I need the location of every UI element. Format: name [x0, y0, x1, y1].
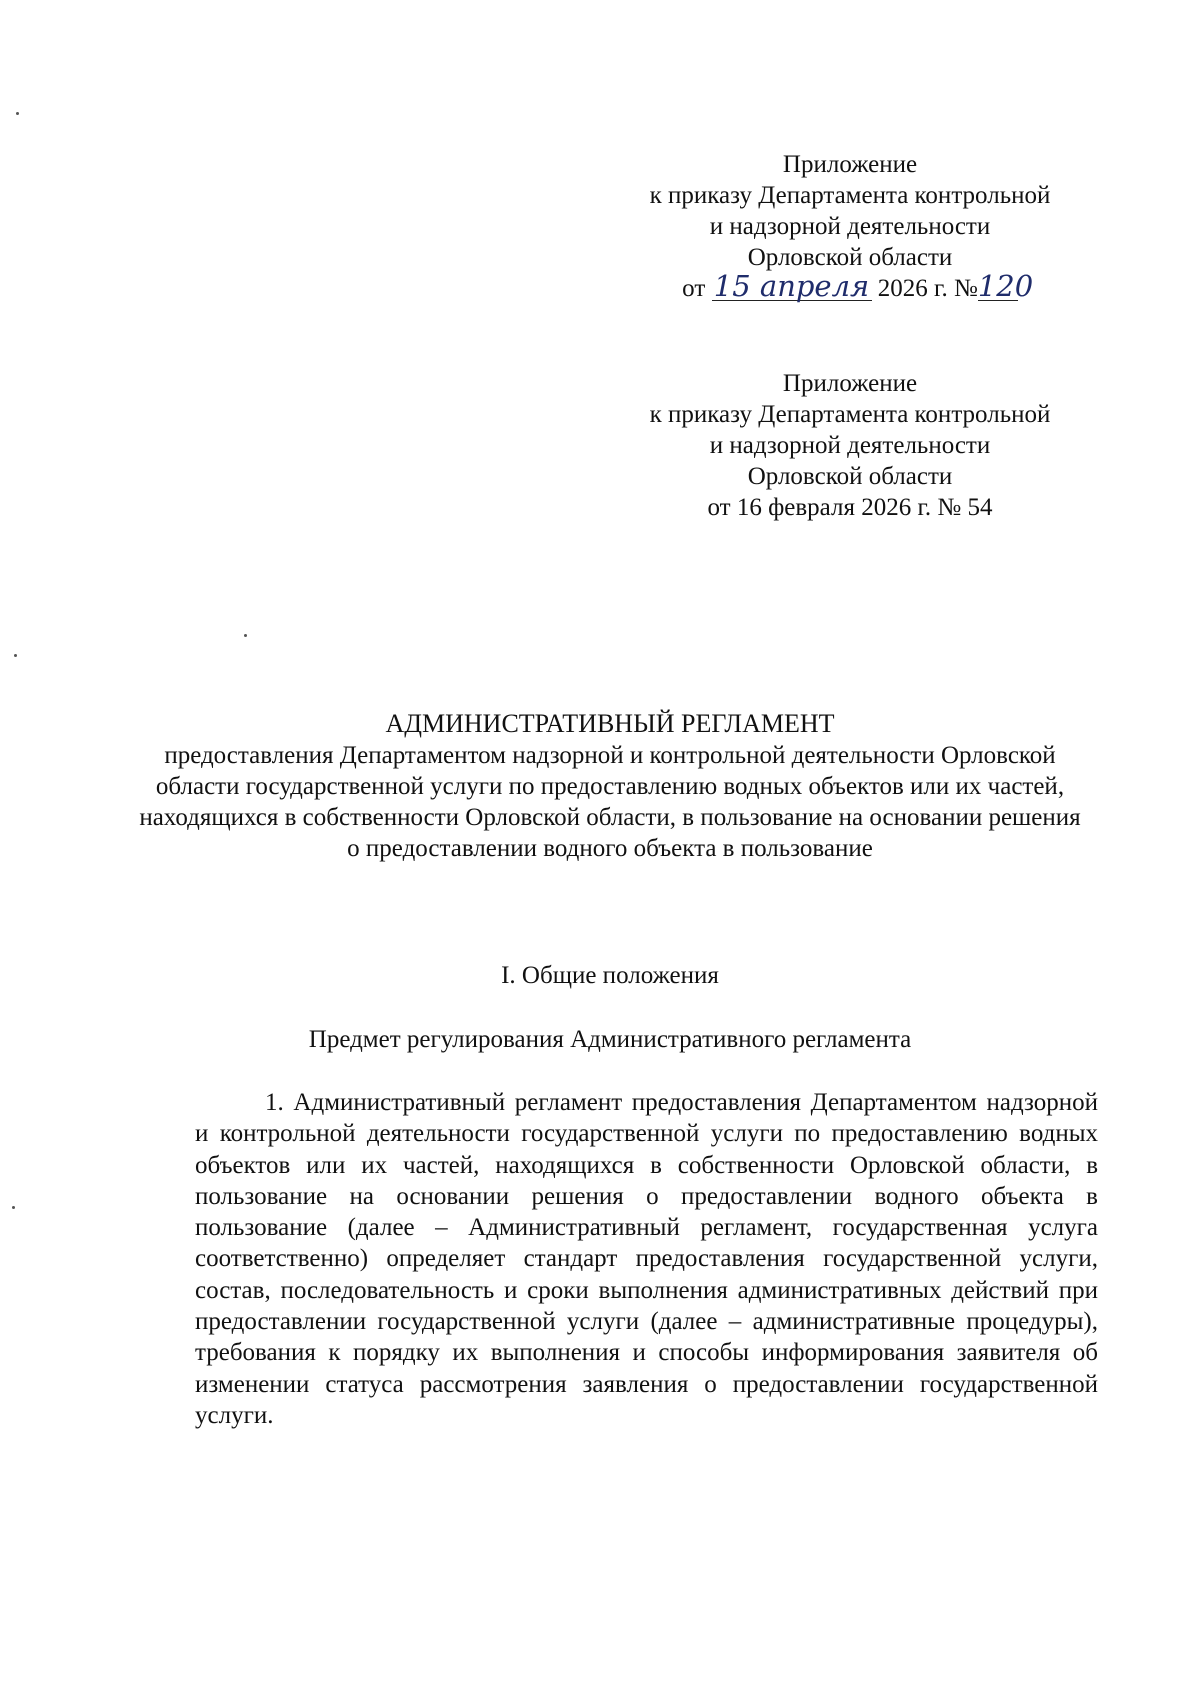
appendix-header-previous: [610, 368, 1090, 523]
subsection-heading: Предмет регулирования Административного регламента: [308, 1026, 912, 1053]
section-heading: I. Общие положения: [501, 962, 719, 989]
appendix-order-line: к приказу Департамента контрольной: [649, 401, 1051, 428]
scan-speck: [14, 654, 17, 657]
appendix-region-line: Орловской области: [747, 244, 953, 271]
document-title-block: [130, 707, 1090, 864]
appendix-label: Приложение: [782, 151, 918, 178]
handwritten-order-number: 120: [977, 269, 1034, 303]
document-title: АДМИНИСТРАТИВНЫЙ РЕГЛАМЕНТ: [385, 709, 835, 738]
appendix-header-current: [610, 149, 1090, 304]
handwritten-date: 15 апреля: [712, 273, 872, 301]
scan-speck: [244, 634, 247, 637]
paragraph-1: 1. Административный регламент предоставления Департаментом надзорной и контрольной деятельности государственной услуги по предоставлению водных объектов или их частей, находящихся в собственности Орловской области, в пользование на основании решения о предоставлении водного объекта в пользование (далее – Административный регламент, государственная услуга соответственно) определяет стандарт предоставления государственной услуги, состав, последовательность и сроки выполнения административных действий при предоставлении государственной услуги (далее – административные процедуры), требования к порядку их выполнения и способы информирования заявителя об изменении статуса рассмотрения заявления о предоставлении государственной услуги.: [195, 1089, 1098, 1429]
appendix-order-line: к приказу Департамента контрольной: [649, 182, 1051, 209]
scan-speck: [12, 1206, 15, 1209]
document-subtitle: предоставления Департаментом надзорной и контрольной деятельности Орловской области государственной услуги по предоставлению водных объектов или их частей, находящихся в собственности Орловской области, в пользование на основании решения о предоставлении водного объекта в пользование: [139, 742, 1081, 862]
appendix-label: Приложение: [782, 370, 918, 397]
appendix-region-line: Орловской области: [747, 463, 953, 490]
scan-speck: [16, 112, 19, 115]
appendix-date-line: [610, 269, 1090, 304]
appendix-department-line: и надзорной деятельности: [709, 432, 991, 459]
appendix-department-line: и надзорной деятельности: [709, 213, 991, 240]
appendix-date-line: от 16 февраля 2026 г. № 54: [707, 494, 993, 521]
date-prefix: от: [682, 275, 706, 302]
year-text: 2026 г. №: [877, 275, 978, 302]
